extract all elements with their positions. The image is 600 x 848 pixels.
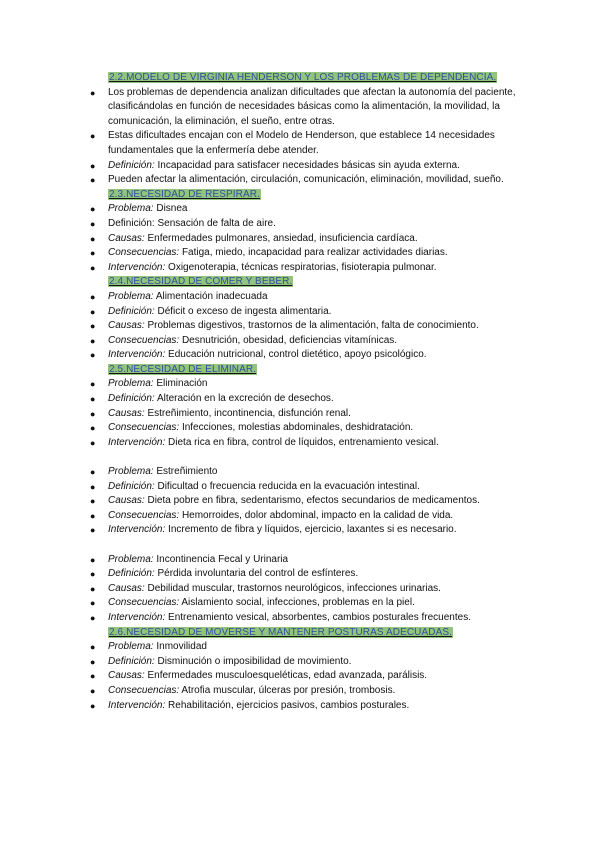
item-label: Intervención: xyxy=(108,699,166,711)
item-text: Aislamiento social, infecciones, problemas en la piel. xyxy=(181,597,415,609)
item-label: Causas: xyxy=(108,232,145,244)
bullet-icon: ● xyxy=(90,685,96,696)
consecuencias-item xyxy=(90,596,540,611)
item-label: Consecuencias: xyxy=(108,597,180,609)
item-label: Consecuencias: xyxy=(108,684,180,696)
problema-item xyxy=(90,202,540,217)
item-text: Dificultad o frecuencia reducida en la evacuación intestinal. xyxy=(157,480,420,492)
item-label: Intervención: xyxy=(108,611,166,623)
definici-n-item xyxy=(90,655,540,670)
bullet-icon: ● xyxy=(90,437,96,448)
bullet-icon: ● xyxy=(90,423,96,434)
bullet-icon: ● xyxy=(90,394,96,405)
list-item xyxy=(90,129,540,158)
section-heading-text: 2.6.NECESIDAD DE MOVERSE Y MANTENER POSTURAS ADECUADAS. xyxy=(109,626,452,638)
bullet-icon: ● xyxy=(90,510,96,521)
intervenci-n-item xyxy=(90,348,540,363)
bullet-icon: ● xyxy=(90,87,96,98)
list-item xyxy=(90,86,540,130)
section-heading xyxy=(108,71,540,86)
item-text: Déficit o exceso de ingesta alimentaria. xyxy=(157,305,332,317)
item-text: Incremento de fibra y líquidos, ejercicio, laxantes si es necesario. xyxy=(168,524,457,536)
consecuencias-item xyxy=(90,684,540,699)
causas-item xyxy=(90,494,540,509)
bullet-icon: ● xyxy=(90,700,96,711)
item-label: Causas: xyxy=(108,495,145,507)
item-text: Problemas digestivos, trastornos de la alimentación, falta de conocimiento. xyxy=(147,320,479,332)
item-label: Problema: xyxy=(108,203,154,215)
bullet-icon: ● xyxy=(90,656,96,667)
document-content xyxy=(90,71,540,713)
consecuencias-item xyxy=(90,246,540,261)
item-label: Problema: xyxy=(108,378,154,390)
item-label: Consecuencias: xyxy=(108,509,180,521)
item-label: Intervención: xyxy=(108,436,166,448)
consecuencias-item xyxy=(90,421,540,436)
item-label: Definición: xyxy=(108,393,155,405)
section-heading-text: 2.2.MODELO DE VIRGINIA HENDERSON Y LOS PROBLEMAS DE DEPENDENCIA. xyxy=(109,72,497,83)
item-text: Dieta rica en fibra, control de líquidos, entrenamiento vesical. xyxy=(168,436,439,448)
bullet-icon: ● xyxy=(90,160,96,171)
item-label: Problema: xyxy=(108,641,154,653)
section-heading-text: 2.4.NECESIDAD DE COMER Y BEBER. xyxy=(109,276,293,288)
item-label: Definición: xyxy=(108,568,155,580)
item-text: Disminución o imposibilidad de movimiento. xyxy=(157,655,352,667)
item-text: Fatiga, miedo, incapacidad para realizar actividades diarias. xyxy=(181,247,448,259)
intervenci-n-item xyxy=(90,523,540,538)
bullet-icon: ● xyxy=(90,233,96,244)
definici-n-item xyxy=(90,567,540,582)
bullet-icon: ● xyxy=(90,598,96,609)
bullet-icon: ● xyxy=(90,335,96,346)
bullet-icon: ● xyxy=(90,306,96,317)
item-text: Disnea xyxy=(156,203,188,215)
item-text: Oxigenoterapia, técnicas respiratorias, fisioterapia pulmonar. xyxy=(168,261,437,273)
bullet-icon: ● xyxy=(90,262,96,273)
item-text: Enfermedades pulmonares, ansiedad, insuficiencia cardíaca. xyxy=(147,232,418,244)
item-text: Alteración en la excreción de desechos. xyxy=(156,393,334,405)
bullet-icon: ● xyxy=(90,379,96,390)
item-text: Inmovilidad xyxy=(156,641,207,653)
bullet-icon: ● xyxy=(90,408,96,419)
bullet-icon: ● xyxy=(90,131,96,142)
item-text: Enfermedades musculoesqueléticas, edad avanzada, parálisis. xyxy=(147,670,428,682)
intervenci-n-item xyxy=(90,436,540,451)
spacer xyxy=(90,538,540,553)
section-heading xyxy=(108,188,540,203)
definici-n-item xyxy=(90,159,540,174)
item-text: Hemorroides, dolor abdominal, impacto en la calidad de vida. xyxy=(181,509,454,521)
section-heading-text: 2.5.NECESIDAD DE ELIMINAR. xyxy=(109,363,257,375)
item-text: Dieta pobre en fibra, sedentarismo, efectos secundarios de medicamentos. xyxy=(147,495,480,507)
section-heading xyxy=(108,275,540,290)
item-label: Causas: xyxy=(108,407,145,419)
intervenci-n-item xyxy=(90,699,540,714)
item-text: Pérdida involuntaria del control de esfínteres. xyxy=(157,568,359,580)
item-label: Consecuencias: xyxy=(108,247,180,259)
bullet-icon: ● xyxy=(90,467,96,478)
bullet-icon: ● xyxy=(90,612,96,623)
item-label: Causas: xyxy=(108,582,145,594)
item-label: Causas: xyxy=(108,320,145,332)
causas-item xyxy=(90,582,540,597)
intervenci-n-item xyxy=(90,261,540,276)
item-text: Educación nutricional, control dietético, apoyo psicológico. xyxy=(168,349,427,361)
list-item xyxy=(90,217,540,232)
causas-item xyxy=(90,319,540,334)
item-text: Incapacidad para satisfacer necesidades básicas sin ayuda externa. xyxy=(157,159,460,171)
item-text: Atrofia muscular, úlceras por presión, trombosis. xyxy=(181,684,396,696)
bullet-icon: ● xyxy=(90,175,96,186)
definici-n-item xyxy=(90,392,540,407)
item-label: Intervención: xyxy=(108,524,166,536)
bullet-icon: ● xyxy=(90,496,96,507)
problema-item xyxy=(90,465,540,480)
item-text: Estas dificultades encajan con el Modelo de Henderson, que establece 14 necesidades fundamentales que la enfermería debe atender. xyxy=(108,130,495,156)
item-text: Los problemas de dependencia analizan dificultades que afectan la autonomía del paciente, clasificándolas en función de necesidades básicas como la alimentación, la movilidad, la comunicación, la eliminación, el sueño, entre otras. xyxy=(108,86,516,127)
item-label: Definición: xyxy=(108,655,155,667)
bullet-icon: ● xyxy=(90,481,96,492)
problema-item xyxy=(90,640,540,655)
item-label: Consecuencias: xyxy=(108,334,180,346)
bullet-icon: ● xyxy=(90,671,96,682)
item-label: Definición: xyxy=(108,305,155,317)
spacer xyxy=(90,450,540,465)
consecuencias-item xyxy=(90,334,540,349)
item-text: Estreñimiento, incontinencia, disfunción renal. xyxy=(147,407,351,419)
causas-item xyxy=(90,232,540,247)
item-text: Pueden afectar la alimentación, circulación, comunicación, eliminación, movilidad, sueño. xyxy=(108,174,504,186)
bullet-icon: ● xyxy=(90,554,96,565)
problema-item xyxy=(90,290,540,305)
definici-n-item xyxy=(90,305,540,320)
bullet-icon: ● xyxy=(90,350,96,361)
item-text: Definición: Sensación de falta de aire. xyxy=(108,217,276,229)
item-label: Problema: xyxy=(108,553,154,565)
item-label: Consecuencias: xyxy=(108,422,180,434)
item-label: Causas: xyxy=(108,670,145,682)
list-item xyxy=(90,173,540,188)
bullet-icon: ● xyxy=(90,321,96,332)
definici-n-item xyxy=(90,480,540,495)
causas-item xyxy=(90,669,540,684)
item-label: Definición: xyxy=(108,159,155,171)
item-text: Entrenamiento vesical, absorbentes, cambios posturales frecuentes. xyxy=(168,611,471,623)
item-text: Incontinencia Fecal y Urinaria xyxy=(156,553,289,565)
item-label: Intervención: xyxy=(108,349,166,361)
bullet-icon: ● xyxy=(90,525,96,536)
item-text: Estreñimiento xyxy=(156,466,218,478)
section-heading-text: 2.3.NECESIDAD DE RESPIRAR. xyxy=(109,188,260,200)
item-label: Intervención: xyxy=(108,261,166,273)
item-label: Definición: xyxy=(108,480,155,492)
item-label: Problema: xyxy=(108,290,154,302)
item-text: Debilidad muscular, trastornos neurológicos, infecciones urinarias. xyxy=(147,582,441,594)
item-text: Eliminación xyxy=(156,378,208,390)
intervenci-n-item xyxy=(90,611,540,626)
consecuencias-item xyxy=(90,509,540,524)
item-label: Problema: xyxy=(108,466,154,478)
bullet-icon: ● xyxy=(90,204,96,215)
item-text: Rehabilitación, ejercicios pasivos, cambios posturales. xyxy=(168,699,410,711)
problema-item xyxy=(90,553,540,568)
problema-item xyxy=(90,377,540,392)
bullet-icon: ● xyxy=(90,583,96,594)
section-heading xyxy=(108,363,540,378)
bullet-icon: ● xyxy=(90,569,96,580)
bullet-icon: ● xyxy=(90,642,96,653)
item-text: Alimentación inadecuada xyxy=(155,290,268,302)
section-heading xyxy=(108,626,540,641)
bullet-icon: ● xyxy=(90,291,96,302)
bullet-icon: ● xyxy=(90,218,96,229)
item-text: Desnutrición, obesidad, deficiencias vitamínicas. xyxy=(181,334,398,346)
item-text: Infecciones, molestias abdominales, deshidratación. xyxy=(181,422,414,434)
causas-item xyxy=(90,407,540,422)
bullet-icon: ● xyxy=(90,248,96,259)
